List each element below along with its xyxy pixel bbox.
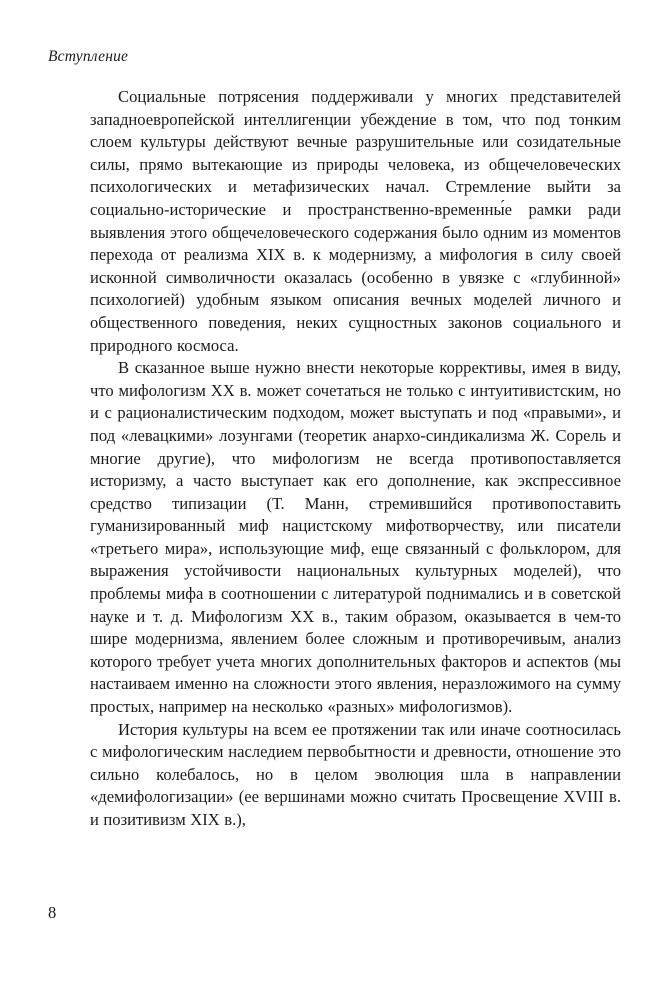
paragraph: В сказанное выше нужно внести некоторые коррективы, имея в виду, что мифологизм XX в. может сочетаться не только с интуитивистским, но и с рационалистическим подходом, может выступать и под «правыми», и под «левацкими» лозунгами (теоретик анархо-синдикализма Ж. Сорель и многие другие), что мифологизм не всегда противопоставляется историзму, а часто выступает как его дополнение, как экспрессивное средство типизации (Т. Манн, стремившийся противопоставить гуманизированный миф нацистскому мифотворчеству, или писатели «третьего мира», использующие миф, еще связанный с фольклором, для выражения устойчивости национальных культурных моделей), что проблемы мифа в соотношении с литературой поднимались и в советской науке и т. д. Мифологизм XX в., таким образом, оказывается в чем-то шире модернизма, явлением более сложным и противоречивым, анализ которого требует учета многих дополнительных факторов и аспектов (мы настаиваем именно на сложности этого явления, неразложимого на сумму простых, например на несколько «разных» мифологизмов). bbox=[90, 358, 621, 717]
paragraph: Социальные потрясения поддерживали у многих представителей западноевропейской интеллигенции убеждение в том, что под тонким слоем культуры действуют вечные разрушительные или созидательные силы, прямо вытекающие из природы человека, из общечеловеческих психологических и метафизических начал. Стремление выйти за социально-исторические и пространственно-временны́е рамки ради выявления этого общечеловеческого содержания было одним из моментов перехода от реализма XIX в. к модернизму, а мифология в силу своей исконной символичности оказалась (особенно в увязке с «глубинной» психологией) удобным языком описания вечных моделей личного и общественного поведения, неких сущностных законов социального и природного космоса. bbox=[90, 87, 621, 355]
paragraph: История культуры на всем ее протяжении так или иначе соотносилась с мифологическим наследием первобытности и древности, отношение это сильно колебалось, но в целом эволюция шла в направлении «демифологизации» (ее вершинами можно считать Просвещение XVIII в. и позитивизм XIX в.), bbox=[90, 719, 621, 829]
body-text bbox=[90, 86, 621, 832]
running-header: Вступление bbox=[48, 48, 129, 65]
page-number: 8 bbox=[48, 903, 57, 922]
